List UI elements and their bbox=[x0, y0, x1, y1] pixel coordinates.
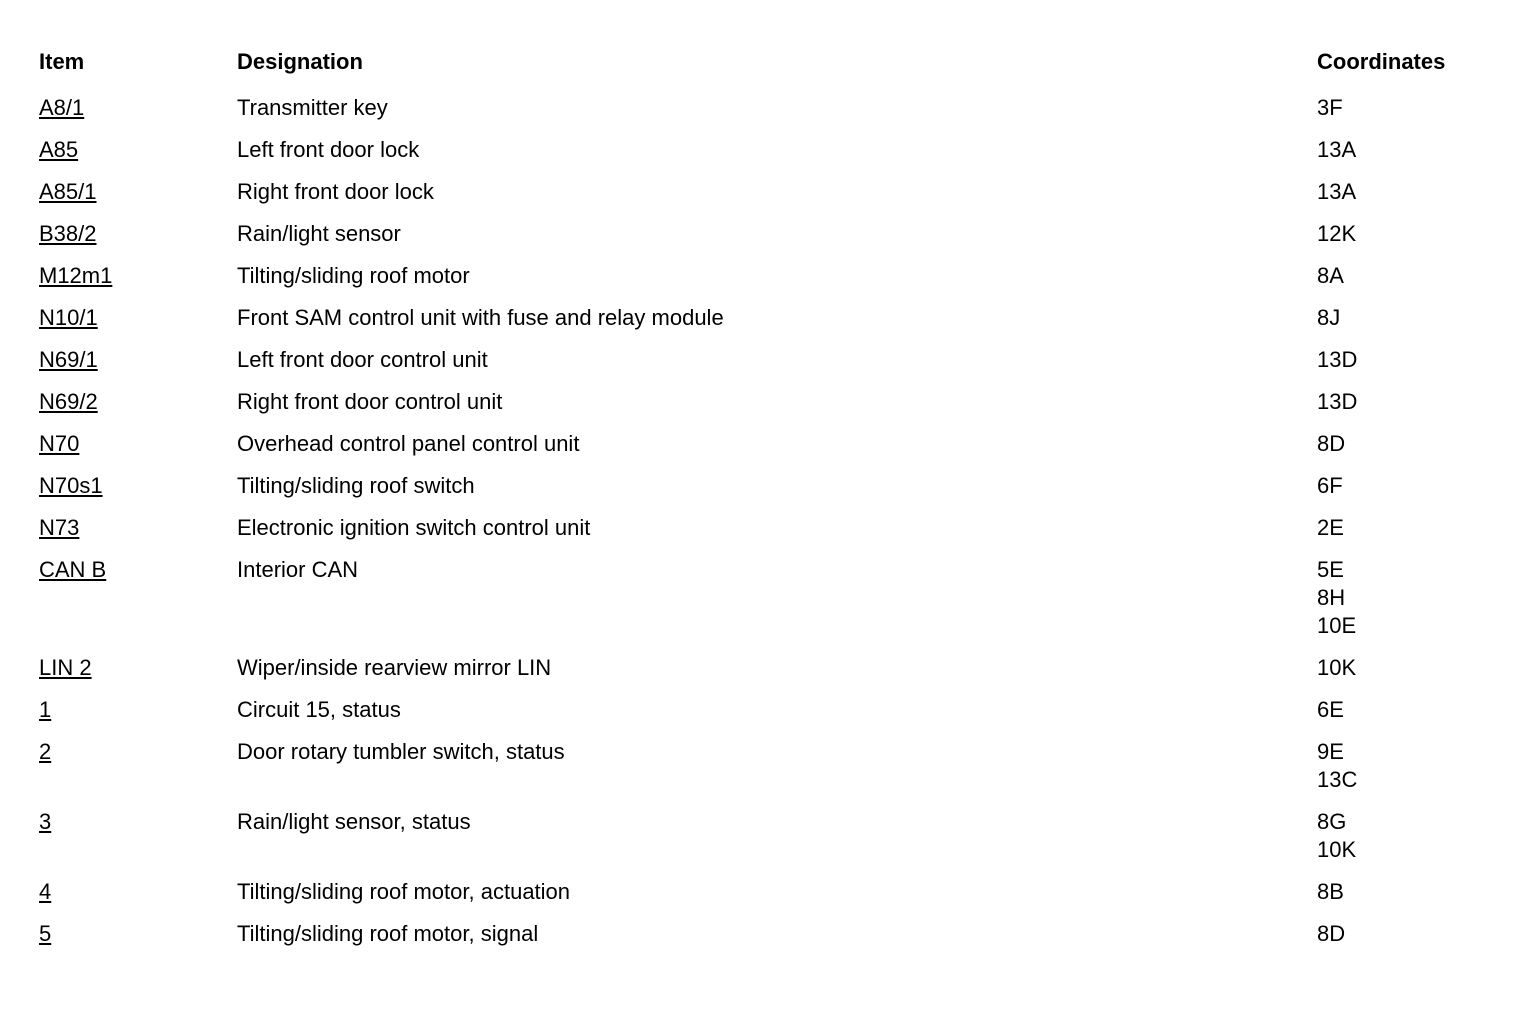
table-row bbox=[39, 682, 1499, 724]
coordinate-value: 8J bbox=[1317, 305, 1341, 330]
coordinate-value: 6E bbox=[1317, 697, 1344, 722]
coordinates-cell bbox=[1317, 388, 1499, 416]
item-link[interactable]: N70 bbox=[39, 431, 80, 456]
item-link[interactable]: 5 bbox=[39, 921, 52, 946]
designation-text: Front SAM control unit with fuse and relay module bbox=[237, 305, 724, 330]
designation-text: Interior CAN bbox=[237, 557, 359, 582]
table-row bbox=[39, 640, 1499, 682]
coordinate-value: 5E bbox=[1317, 557, 1344, 582]
coordinate-value: 6F bbox=[1317, 473, 1343, 498]
coordinates-cell bbox=[1317, 262, 1499, 290]
item-link[interactable]: A8/1 bbox=[39, 95, 85, 120]
coordinate-value: 13A bbox=[1317, 137, 1357, 162]
legend-table bbox=[39, 47, 1499, 948]
coordinate-value: 8H bbox=[1317, 585, 1346, 610]
coordinates-cell bbox=[1317, 346, 1499, 374]
table-row bbox=[39, 542, 1499, 640]
coordinates-cell bbox=[1317, 430, 1499, 458]
table-row bbox=[39, 332, 1499, 374]
coordinates-cell bbox=[1317, 878, 1499, 906]
designation-text: Rain/light sensor, status bbox=[237, 809, 471, 834]
table-row bbox=[39, 724, 1499, 794]
table-row bbox=[39, 906, 1499, 948]
coordinates-cell bbox=[1317, 654, 1499, 682]
coordinate-value: 8G bbox=[1317, 809, 1347, 834]
table-row bbox=[39, 122, 1499, 164]
coordinate-value: 12K bbox=[1317, 221, 1357, 246]
table-row bbox=[39, 290, 1499, 332]
item-link[interactable]: 1 bbox=[39, 697, 52, 722]
coordinate-value: 10K bbox=[1317, 837, 1357, 862]
designation-text: Left front door control unit bbox=[237, 347, 488, 372]
coordinate-value: 13D bbox=[1317, 389, 1358, 414]
table-row bbox=[39, 80, 1499, 122]
designation-text: Door rotary tumbler switch, status bbox=[237, 739, 565, 764]
item-link[interactable]: N69/2 bbox=[39, 389, 98, 414]
header-designation: Designation bbox=[237, 49, 363, 74]
coordinate-value: 8A bbox=[1317, 263, 1344, 288]
designation-text: Right front door control unit bbox=[237, 389, 503, 414]
header-coordinates: Coordinates bbox=[1317, 49, 1446, 74]
item-link[interactable]: M12m1 bbox=[39, 263, 113, 288]
coordinates-cell bbox=[1317, 920, 1499, 948]
item-link[interactable]: A85 bbox=[39, 137, 79, 162]
header-item: Item bbox=[39, 49, 85, 74]
table-row bbox=[39, 416, 1499, 458]
item-link[interactable]: N69/1 bbox=[39, 347, 98, 372]
item-link[interactable]: LIN 2 bbox=[39, 655, 92, 680]
designation-text: Circuit 15, status bbox=[237, 697, 401, 722]
coordinate-value: 3F bbox=[1317, 95, 1343, 120]
designation-text: Tilting/sliding roof motor bbox=[237, 263, 470, 288]
designation-text: Right front door lock bbox=[237, 179, 434, 204]
item-link[interactable]: CAN B bbox=[39, 557, 107, 582]
coordinates-cell bbox=[1317, 94, 1499, 122]
item-link[interactable]: N73 bbox=[39, 515, 80, 540]
designation-text: Rain/light sensor bbox=[237, 221, 401, 246]
table-row bbox=[39, 500, 1499, 542]
table-row bbox=[39, 794, 1499, 864]
table-body bbox=[39, 80, 1499, 948]
table-header bbox=[39, 47, 1499, 80]
coordinates-cell bbox=[1317, 304, 1499, 332]
coordinates-cell bbox=[1317, 472, 1499, 500]
coordinate-value: 8B bbox=[1317, 879, 1344, 904]
designation-text: Tilting/sliding roof motor, actuation bbox=[237, 879, 571, 904]
coordinate-value: 8D bbox=[1317, 921, 1346, 946]
designation-text: Wiper/inside rearview mirror LIN bbox=[237, 655, 552, 680]
item-link[interactable]: A85/1 bbox=[39, 179, 97, 204]
coordinates-cell bbox=[1317, 514, 1499, 542]
item-link[interactable]: N70s1 bbox=[39, 473, 103, 498]
coordinate-value: 10E bbox=[1317, 613, 1357, 638]
coordinates-cell bbox=[1317, 136, 1499, 164]
table-row bbox=[39, 164, 1499, 206]
table-row bbox=[39, 458, 1499, 500]
coordinates-cell bbox=[1317, 178, 1499, 206]
coordinate-value: 13A bbox=[1317, 179, 1357, 204]
table-row bbox=[39, 374, 1499, 416]
coordinates-cell bbox=[1317, 738, 1499, 794]
item-link[interactable]: N10/1 bbox=[39, 305, 98, 330]
coordinate-value: 9E bbox=[1317, 739, 1344, 764]
coordinate-value: 13D bbox=[1317, 347, 1358, 372]
coordinates-cell bbox=[1317, 808, 1499, 864]
designation-text: Transmitter key bbox=[237, 95, 388, 120]
designation-text: Left front door lock bbox=[237, 137, 420, 162]
coordinate-value: 13C bbox=[1317, 767, 1358, 792]
coordinates-cell bbox=[1317, 696, 1499, 724]
coordinates-cell bbox=[1317, 556, 1499, 640]
coordinate-value: 2E bbox=[1317, 515, 1344, 540]
coordinate-value: 8D bbox=[1317, 431, 1346, 456]
item-link[interactable]: 2 bbox=[39, 739, 52, 764]
designation-text: Tilting/sliding roof motor, signal bbox=[237, 921, 539, 946]
designation-text: Electronic ignition switch control unit bbox=[237, 515, 591, 540]
coordinate-value: 10K bbox=[1317, 655, 1357, 680]
designation-text: Tilting/sliding roof switch bbox=[237, 473, 475, 498]
table-row bbox=[39, 206, 1499, 248]
table-row bbox=[39, 248, 1499, 290]
item-link[interactable]: 4 bbox=[39, 879, 52, 904]
item-link[interactable]: 3 bbox=[39, 809, 52, 834]
item-link[interactable]: B38/2 bbox=[39, 221, 97, 246]
designation-text: Overhead control panel control unit bbox=[237, 431, 580, 456]
table-row bbox=[39, 864, 1499, 906]
coordinates-cell bbox=[1317, 220, 1499, 248]
